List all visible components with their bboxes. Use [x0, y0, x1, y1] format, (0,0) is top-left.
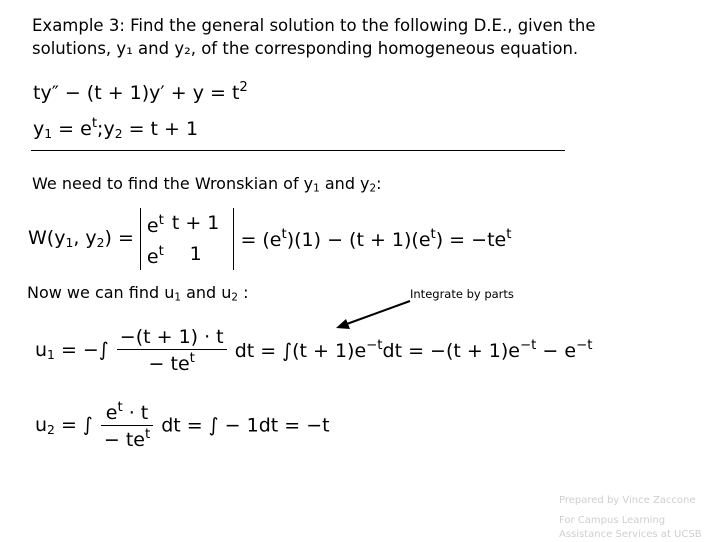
credit-text: Prepared by Vince Zaccone For Campus Learning Assistance Services at UCSB [559, 495, 702, 540]
det-entry-12: t + 1 [171, 211, 220, 234]
u1-equation: $u_1$ = −∫ $\frac{-(t + 1) \cdot t}{- te^t}$ dt = $\int(t + 1)e^{-t}dt = -(t + 1)e^{-t} - e^{-t}$ [35, 326, 593, 375]
u2-fraction: $\frac{e^t \cdot t}{- te^t}$ [101, 400, 153, 451]
wronskian-lhs: $W(y_1$, $y_2$) = [28, 227, 134, 251]
wronskian-determinant [140, 208, 234, 270]
wronskian-instruction: We need to find the Wronskian of $y_1$ and $y_2$: [32, 174, 382, 195]
homogeneous-solutions: $y_1$ = $e^t;y_2 = t + 1$ [33, 116, 199, 142]
differential-equation: $ty'' - (t + 1)y' + y = t^2$ [33, 80, 248, 104]
u2-equation: $u_2$ = ∫ $\frac{e^t \cdot t}{- te^t}$ dt = ∫ − 1dt = −t [35, 400, 330, 451]
problem-line-1: Example 3: Find the general solution to the following D.E., given the [32, 16, 596, 35]
integrate-by-parts-note: Integrate by parts [410, 287, 514, 301]
divider [31, 150, 565, 151]
det-entry-22: 1 [189, 242, 202, 265]
problem-line-2: solutions, y₁ and y₂, of the corresponding homogeneous equation. [32, 39, 579, 58]
det-entry-21: $e^t$ [146, 243, 164, 268]
wronskian-equation [28, 208, 511, 270]
variation-instruction: Now we can find $u_1$ and $u_2$ : [27, 283, 249, 304]
u1-fraction: $\frac{-(t + 1) \cdot t}{- te^t}$ [117, 326, 227, 375]
det-entry-11: $e^t$ [146, 213, 164, 237]
wronskian-rhs: = $(e^t)(1) - (t + 1)(e^t) = -te^t$ [240, 226, 512, 251]
problem-statement [32, 14, 692, 60]
